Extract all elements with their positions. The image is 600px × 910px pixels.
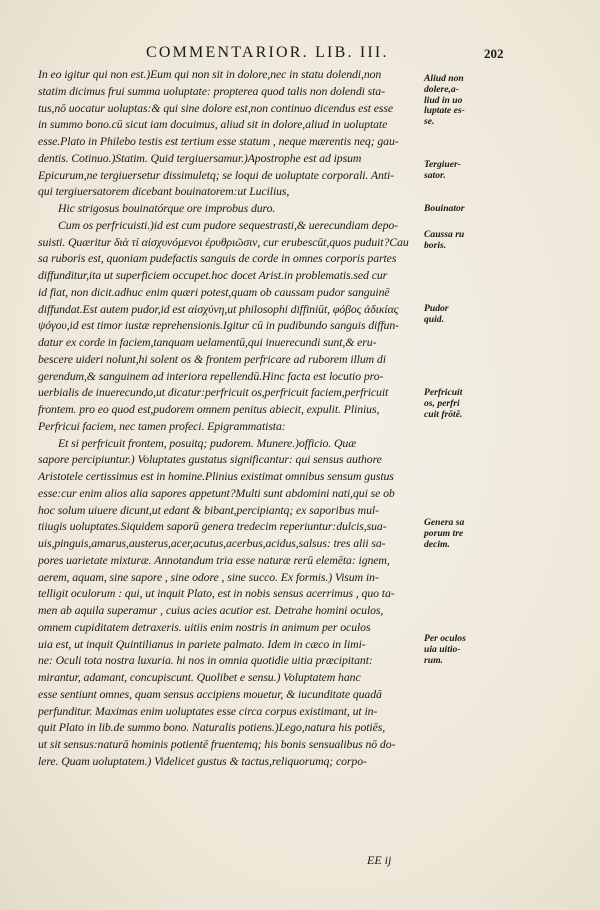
- text-line: aerem, aquam, sine sapore , sine odore , sine succo. Ex formis.) Visum in-: [38, 569, 379, 584]
- text-line: tiiugis uoluptates.Siquidem saporū genera tredecim reperiuntur:dulcis,sua-: [38, 519, 387, 534]
- text-line: esse sentiunt omnes, quam sensus accipiens mouetur, & iucunditate quadā: [38, 686, 382, 701]
- margin-note-line: cuit frōtē.: [424, 408, 463, 420]
- text-line: uerbialis de inuerecundo,ut dicatur:perfricuit os,perfricuit faciem,perfricuit: [38, 385, 389, 400]
- text-line: qui tergiuersatorem dicebant bouinatorem:ut Lucilius,: [38, 184, 290, 199]
- margin-note: [424, 74, 500, 128]
- margin-note-line: Per oculos: [424, 633, 466, 644]
- margin-note-line: porum tre: [424, 527, 464, 539]
- text-line: diffundat.Est autem pudor,id est αἰσχύνη,ut philosophi diffiniūt, φόβος ἀδικίας: [38, 301, 399, 316]
- text-line: esse:cur enim alios alia sapores appetunt?Multi sunt abdomini nati,qui se ob: [38, 485, 395, 500]
- text-line: dentis. Cotinuo.)Statim. Quid tergiuersamur.)Apostrophe est ad ipsum: [38, 150, 362, 165]
- text-line: statim dicimus frui summa uoluptate: propterea quod talis non dolendi sta-: [38, 83, 385, 98]
- margin-note-line: os, perfri: [424, 397, 460, 409]
- text-line: men ab aquila superamur , cuius acies acutior est. Detrahe homini oculos,: [38, 603, 384, 617]
- margin-note: [424, 230, 500, 252]
- margin-note: [424, 204, 500, 215]
- text-line: ψόγου,id est timor iustæ reprehensionis.Igitur cū in pudibundo sanguis diffun-: [38, 318, 399, 333]
- text-line: Aristotele certissimus est in homine.Plinius existimat omnibus sensum gustus: [38, 469, 394, 483]
- text-line: ut sit sensus:naturā hominis potientē fruentemq; his bonis sensualibus nō do-: [38, 737, 396, 751]
- margin-note: [424, 634, 500, 666]
- text-line: Cum os perfricuisti.)id est cum pudore sequestrasti,& uerecundiam depo-: [58, 217, 398, 232]
- text-line: lere. Quam uoluptatem.) Videlicet gustus & tactus,reliquorumq; corpo-: [38, 753, 367, 768]
- text-line: frontem. pro eo quod est,pudorem omnem penitus abiecit, expulit. Plinius,: [38, 402, 380, 416]
- margin-note-line: rum.: [424, 654, 443, 666]
- text-line: sa ruboris est, quoniam pudefactis sanguis de corde in omnes corporis partes: [38, 251, 397, 266]
- margin-note-line: Perfricuit: [424, 387, 463, 398]
- page-number: 202: [484, 46, 504, 61]
- margin-note: [424, 518, 500, 550]
- text-line: datur ex corde in faciem,tanquam uelamentū,qui inuerecundi sunt,& eru-: [38, 335, 377, 349]
- margin-note-line: quid.: [424, 313, 444, 325]
- text-line: diffunditur,ita ut superficiem occupet.hoc docet Arist.in problematis.sed cur: [38, 268, 388, 282]
- text-line: uia est, ut inquit Quintilianus in pariete palmato. Idem in cæco in limi-: [38, 636, 366, 651]
- text-line: quit Plato in lib.de summo bono. Naturalis potiens.)Lego,natura his potiēs,: [38, 720, 386, 735]
- margin-note-line: dolere,a-: [424, 83, 459, 95]
- margin-note-line: Genera sa: [424, 517, 465, 528]
- text-line: suisti. Quæritur διὰ τί αἰσχυνόμενοι ἐρυθριῶσιν, cur erubescūt,quos puduit?Cau: [38, 234, 409, 249]
- text-line: Et si perfricuit frontem, posuitq; pudorem. Munere.)officio. Quæ: [58, 435, 356, 450]
- margin-note-line: se.: [424, 116, 435, 128]
- margin-note-line: Tergiuer-: [424, 159, 461, 170]
- text-line: esse.Plato in Philebo testis est tertium esse statum , neque mærentis neq; gau-: [38, 134, 399, 148]
- page-header: [0, 44, 600, 66]
- text-line: Hic strigosus bouinatórque ore improbus duro.: [58, 201, 276, 215]
- text-line: Perfricui faciem, nec tamen profeci. Epigrammatista:: [38, 418, 286, 433]
- text-line: sapore percipiuntur.) Voluptates gustatus significantur: qui sensus authore: [38, 452, 382, 467]
- text-line: pores uarietate mixturæ. Annotandum tria esse naturæ rerū elemēta: ignem,: [38, 552, 390, 567]
- text-line: in summo bono.cū sicut iam docuimus, aliud sit in dolore,aliud in uoluptate: [38, 117, 388, 132]
- main-text-column: [38, 66, 433, 770]
- margin-note-line: Caussa ru: [424, 229, 465, 240]
- margin-note-line: sator.: [424, 169, 446, 181]
- margin-note-line: uia uitio-: [424, 643, 461, 655]
- signature-mark: EE ij: [367, 853, 392, 867]
- margin-note-line: liud in uo: [424, 94, 463, 106]
- text-line: bescere uideri nolunt,hi solent os & frontem perfricare ad ruborem illum di: [38, 351, 386, 366]
- text-line: Epicurum,ne tergiuersetur dissimuletq; se loqui de uoluptate corporali. Anti-: [38, 167, 394, 182]
- margin-note: [424, 304, 500, 326]
- margin-note-line: Aliud non: [424, 73, 464, 84]
- text-line: uis,pinguis,amarus,austerus,acer,acutus,acerbus,acidus,salsus: tres alii sa-: [38, 536, 386, 550]
- margin-note-line: boris.: [424, 239, 447, 251]
- margin-note-line: luptate es-: [424, 105, 465, 117]
- margin-note: [424, 160, 500, 182]
- text-line: hoc solum uiuere dicunt,ut edant & bibant,percipiantq; ex saporibus mul-: [38, 502, 379, 517]
- margin-note: [424, 388, 500, 420]
- margin-note-line: Bouinator: [424, 203, 465, 214]
- text-line: gerendum,& sanguinem ad interiora repellendū.Hinc facta est locutio pro-: [38, 368, 384, 383]
- text-line: perfunditur. Maximas enim uoluptates esse circa corpus existimant, ut in-: [38, 703, 378, 718]
- margin-note-line: decim.: [424, 538, 450, 550]
- text-line: tus,nō uocatur uoluptas:& qui sine dolore est,non continuo dicendus est esse: [38, 100, 394, 115]
- margin-note-line: Pudor: [424, 303, 449, 314]
- text-line: id fiat, non dicit.adhuc enim quæri potest,quam ob caussam pudor sanguinē: [38, 284, 390, 299]
- text-line: telligit oculorum : qui, ut inquit Plato, est in nobis sensus acerrimus , quo ta-: [38, 586, 395, 601]
- text-line: mirantur, adamant, concupiscunt. Quolibet e sensu.) Voluptatem hanc: [38, 670, 361, 684]
- text-line: In eo igitur qui non est.)Eum qui non sit in dolore,nec in statu dolendi,non: [38, 67, 382, 81]
- text-line: omnem cupiditatem detraxeris. uitiis enim nostris in animum per oculos: [38, 619, 371, 634]
- running-head: COMMENTARIOR. LIB. III.: [146, 44, 389, 61]
- text-line: ne: Oculi tota nostra luxuria. hi nos in omnia quotidie uitia præcipitant:: [38, 653, 373, 668]
